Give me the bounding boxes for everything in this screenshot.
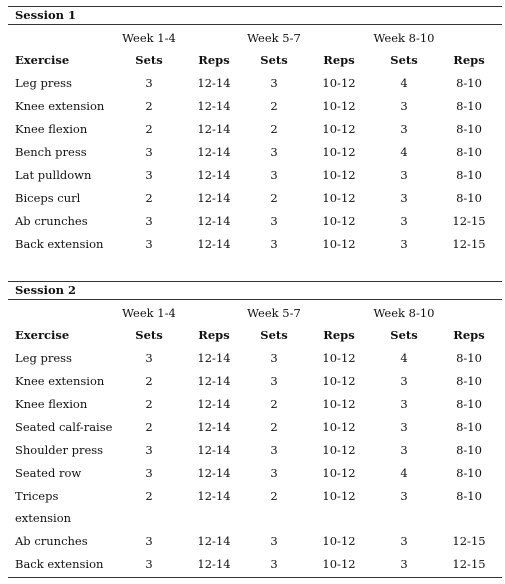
session-2-title: Session 2 (15, 283, 76, 297)
sets-value: 3 (400, 191, 408, 205)
sets-value: 3 (145, 145, 153, 159)
reps-column-header: Reps (198, 53, 230, 67)
table-row (0, 347, 505, 369)
reps-value: 8-10 (456, 122, 482, 136)
sets-value: 2 (145, 489, 153, 503)
reps-value: 12-14 (197, 237, 231, 251)
table-row (0, 141, 505, 163)
exercise-name: Back extension (15, 557, 104, 571)
session-2-week-2-header: Week 5-7 (247, 306, 301, 320)
table-row (0, 164, 505, 186)
sets-value: 3 (400, 557, 408, 571)
sets-value: 2 (270, 122, 278, 136)
reps-value: 12-14 (197, 397, 231, 411)
reps-column-header: Reps (453, 328, 485, 342)
sets-value: 3 (400, 443, 408, 457)
reps-value: 12-14 (197, 420, 231, 434)
sets-column-header: Sets (390, 328, 418, 342)
reps-value: 10-12 (322, 557, 356, 571)
reps-value: 8-10 (456, 99, 482, 113)
session-1-column-header-row (0, 49, 505, 71)
reps-value: 8-10 (456, 397, 482, 411)
sets-value: 3 (145, 443, 153, 457)
reps-value: 8-10 (456, 466, 482, 480)
sets-value: 3 (400, 168, 408, 182)
sets-value: 3 (270, 214, 278, 228)
reps-value: 10-12 (322, 76, 356, 90)
reps-value: 12-14 (197, 557, 231, 571)
reps-value: 10-12 (322, 122, 356, 136)
table-row (0, 95, 505, 117)
table-row (0, 530, 505, 552)
reps-value: 8-10 (456, 191, 482, 205)
sets-value: 3 (270, 374, 278, 388)
reps-value: 8-10 (456, 76, 482, 90)
session-2-top-rule (8, 281, 502, 282)
sets-value: 3 (145, 214, 153, 228)
exercise-column-header: Exercise (15, 328, 70, 342)
exercise-name: Knee extension (15, 99, 105, 113)
reps-value: 10-12 (322, 420, 356, 434)
sets-value: 3 (270, 237, 278, 251)
sets-column-header: Sets (135, 328, 163, 342)
session-2-week-1-header: Week 1-4 (122, 306, 176, 320)
reps-value: 8-10 (456, 374, 482, 388)
sets-column-header: Sets (260, 328, 288, 342)
sets-value: 3 (145, 168, 153, 182)
reps-value: 8-10 (456, 351, 482, 365)
sets-value: 2 (145, 420, 153, 434)
sets-value: 2 (270, 420, 278, 434)
exercise-name: Knee flexion (15, 122, 88, 136)
reps-value: 12-15 (452, 237, 486, 251)
reps-value: 10-12 (322, 145, 356, 159)
reps-value: 12-14 (197, 443, 231, 457)
table-row (0, 485, 505, 507)
table-row (0, 439, 505, 461)
table-row-continuation (0, 507, 505, 529)
session-1-week-1-header: Week 1-4 (122, 31, 176, 45)
sets-value: 3 (400, 99, 408, 113)
table-row (0, 233, 505, 255)
session-1-title: Session 1 (15, 8, 76, 22)
reps-value: 12-14 (197, 145, 231, 159)
sets-value: 2 (270, 397, 278, 411)
exercise-name: Seated row (15, 466, 82, 480)
sets-value: 3 (400, 489, 408, 503)
reps-value: 8-10 (456, 443, 482, 457)
exercise-name: Knee extension (15, 374, 105, 388)
reps-value: 12-15 (452, 557, 486, 571)
sets-value: 3 (145, 237, 153, 251)
reps-column-header: Reps (323, 53, 355, 67)
reps-column-header: Reps (323, 328, 355, 342)
reps-value: 8-10 (456, 145, 482, 159)
sets-value: 3 (400, 397, 408, 411)
sets-value: 3 (145, 534, 153, 548)
table-bottom-rule (8, 577, 502, 578)
sets-value: 3 (400, 122, 408, 136)
table-row (0, 553, 505, 575)
sets-value: 3 (270, 557, 278, 571)
reps-value: 12-14 (197, 168, 231, 182)
sets-value: 4 (400, 145, 408, 159)
reps-value: 10-12 (322, 191, 356, 205)
exercise-column-header: Exercise (15, 53, 70, 67)
sets-value: 2 (145, 122, 153, 136)
reps-value: 12-14 (197, 534, 231, 548)
sets-value: 2 (145, 397, 153, 411)
exercise-name: Triceps (15, 489, 59, 503)
exercise-name: Leg press (15, 351, 72, 365)
session-2-week-3-header: Week 8-10 (373, 306, 435, 320)
reps-column-header: Reps (453, 53, 485, 67)
reps-value: 12-14 (197, 191, 231, 205)
reps-value: 12-14 (197, 466, 231, 480)
sets-value: 4 (400, 351, 408, 365)
sets-value: 3 (145, 557, 153, 571)
reps-value: 10-12 (322, 374, 356, 388)
reps-value: 10-12 (322, 168, 356, 182)
exercise-name: Bench press (15, 145, 87, 159)
reps-value: 10-12 (322, 489, 356, 503)
sets-column-header: Sets (135, 53, 163, 67)
sets-value: 2 (145, 99, 153, 113)
table-row (0, 210, 505, 232)
sets-value: 3 (270, 534, 278, 548)
reps-value: 12-14 (197, 351, 231, 365)
sets-value: 3 (270, 145, 278, 159)
sets-value: 4 (400, 76, 408, 90)
table-row (0, 370, 505, 392)
sets-value: 3 (145, 351, 153, 365)
sets-value: 2 (270, 191, 278, 205)
reps-value: 12-14 (197, 122, 231, 136)
sets-value: 2 (145, 374, 153, 388)
session-2-column-header-row (0, 324, 505, 346)
exercise-name: Ab crunches (15, 534, 88, 548)
sets-value: 4 (400, 466, 408, 480)
sets-value: 3 (270, 351, 278, 365)
reps-column-header: Reps (198, 328, 230, 342)
sets-column-header: Sets (390, 53, 418, 67)
exercise-name: Lat pulldown (15, 168, 92, 182)
reps-value: 8-10 (456, 420, 482, 434)
exercise-name: Ab crunches (15, 214, 88, 228)
table-row (0, 462, 505, 484)
reps-value: 10-12 (322, 351, 356, 365)
table-row (0, 72, 505, 94)
reps-value: 10-12 (322, 466, 356, 480)
sets-value: 3 (400, 374, 408, 388)
sets-value: 3 (270, 466, 278, 480)
session-1-title-rule (8, 24, 502, 25)
sets-value: 3 (400, 420, 408, 434)
sets-value: 3 (145, 76, 153, 90)
sets-value: 2 (270, 99, 278, 113)
reps-value: 12-14 (197, 374, 231, 388)
reps-value: 10-12 (322, 214, 356, 228)
reps-value: 12-14 (197, 489, 231, 503)
exercise-name: Shoulder press (15, 443, 104, 457)
session-1-week-3-header: Week 8-10 (373, 31, 435, 45)
table-row (0, 187, 505, 209)
reps-value: 10-12 (322, 443, 356, 457)
sets-value: 3 (400, 237, 408, 251)
reps-value: 12-14 (197, 214, 231, 228)
table-row (0, 393, 505, 415)
reps-value: 10-12 (322, 534, 356, 548)
session-1-week-2-header: Week 5-7 (247, 31, 301, 45)
sets-value: 2 (145, 191, 153, 205)
sets-value: 3 (400, 534, 408, 548)
sets-value: 3 (270, 443, 278, 457)
sets-column-header: Sets (260, 53, 288, 67)
exercise-name: Seated calf-raise (15, 420, 113, 434)
sets-value: 3 (145, 466, 153, 480)
sets-value: 2 (270, 489, 278, 503)
reps-value: 10-12 (322, 237, 356, 251)
reps-value: 12-14 (197, 99, 231, 113)
table-row (0, 416, 505, 438)
reps-value: 10-12 (322, 397, 356, 411)
table-top-rule (8, 6, 502, 7)
table-row (0, 118, 505, 140)
sets-value: 3 (270, 168, 278, 182)
reps-value: 12-14 (197, 76, 231, 90)
exercise-name: Back extension (15, 237, 104, 251)
reps-value: 12-15 (452, 534, 486, 548)
exercise-name: Leg press (15, 76, 72, 90)
sets-value: 3 (270, 76, 278, 90)
reps-value: 8-10 (456, 489, 482, 503)
reps-value: 12-15 (452, 214, 486, 228)
sets-value: 3 (400, 214, 408, 228)
exercise-name-continuation: extension (15, 511, 72, 525)
reps-value: 10-12 (322, 99, 356, 113)
exercise-name: Biceps curl (15, 191, 81, 205)
session-2-title-rule (8, 299, 502, 300)
reps-value: 8-10 (456, 168, 482, 182)
exercise-name: Knee flexion (15, 397, 88, 411)
